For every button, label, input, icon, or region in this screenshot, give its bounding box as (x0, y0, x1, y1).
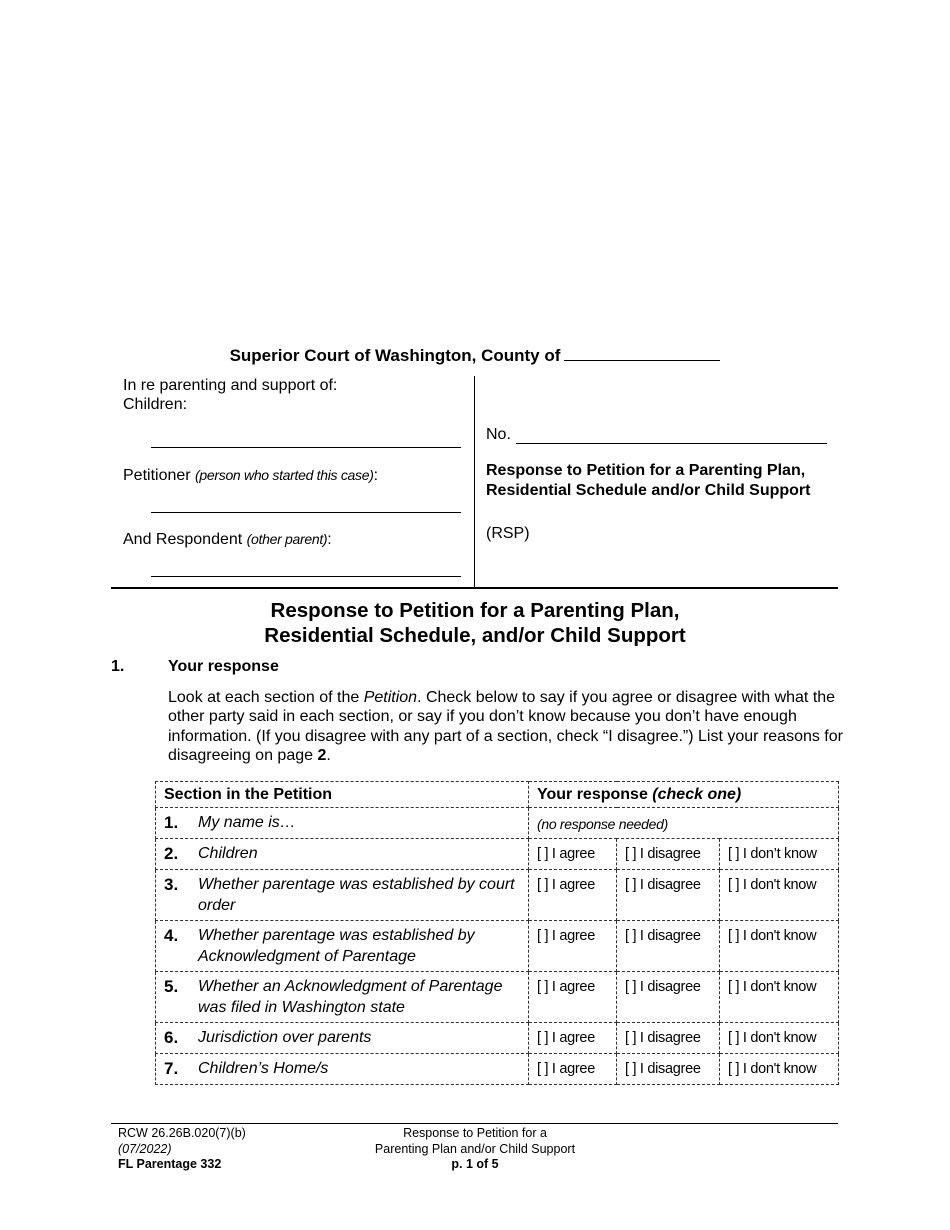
footer-page-number: p. 1 of 5 (451, 1157, 499, 1171)
case-number-label: No. (486, 426, 511, 443)
dont-know-checkbox[interactable]: [ ] I don’t know (720, 839, 839, 870)
caption-doc-code: (RSP) (486, 525, 530, 542)
section-cell (156, 808, 529, 839)
row-section-text: Whether parentage was established by court order (198, 876, 515, 914)
table-row (156, 1023, 839, 1054)
section-cell (156, 1023, 529, 1054)
row-number: 6. (164, 1028, 179, 1047)
col-header-response-note: (check one) (652, 786, 742, 803)
row-number: 4. (164, 926, 179, 945)
table-header-row (156, 782, 839, 808)
court-title-text: Superior Court of Washington, County of (229, 346, 561, 365)
row-section-text: Children (198, 845, 258, 862)
section-cell (156, 839, 529, 870)
dont-know-checkbox[interactable]: [ ] I don't know (720, 972, 839, 1023)
section-number: 1. (111, 658, 125, 675)
disagree-checkbox[interactable]: [ ] I disagree (617, 921, 720, 972)
caption-parties (123, 376, 463, 549)
row-number: 7. (164, 1059, 179, 1078)
response-table (155, 781, 839, 1085)
case-number-field[interactable] (516, 443, 827, 444)
table-row (156, 1054, 839, 1085)
petitioner-label-row: Petitioner (person who started this case): (123, 467, 379, 484)
caption-divider (474, 376, 475, 587)
children-name-field[interactable] (151, 447, 461, 448)
col-header-section: Section in the Petition (156, 782, 529, 808)
table-row (156, 972, 839, 1023)
disagree-checkbox[interactable]: [ ] I disagree (617, 972, 720, 1023)
agree-checkbox[interactable]: [ ] I agree (529, 921, 617, 972)
instructions-page-ref: 2 (317, 747, 327, 765)
instructions-petition-word: Petition (363, 689, 418, 706)
county-blank-field[interactable] (564, 344, 720, 361)
dont-know-checkbox[interactable]: [ ] I don't know (720, 921, 839, 972)
caption-bottom-rule (111, 587, 838, 589)
document-title (0, 598, 950, 648)
table-row (156, 921, 839, 972)
footer-left (118, 1126, 246, 1173)
row-section-text: Whether an Acknowledgment of Parentage was filed in Washington state (198, 978, 503, 1016)
table-row (156, 870, 839, 921)
court-title (0, 344, 950, 366)
disagree-checkbox[interactable]: [ ] I disagree (617, 839, 720, 870)
footer-rcw: RCW 26.26B.020(7)(b) (118, 1126, 246, 1140)
disagree-checkbox[interactable]: [ ] I disagree (617, 1023, 720, 1054)
children-label: Children: (123, 396, 188, 413)
agree-checkbox[interactable]: [ ] I agree (529, 870, 617, 921)
section-cell (156, 870, 529, 921)
footer-rule (111, 1123, 838, 1124)
dont-know-checkbox[interactable]: [ ] I don't know (720, 870, 839, 921)
row-number: 3. (164, 875, 179, 894)
section-cell (156, 972, 529, 1023)
row-number: 5. (164, 977, 179, 996)
section-instructions (168, 688, 848, 766)
table-row (156, 839, 839, 870)
dont-know-checkbox[interactable]: [ ] I don't know (720, 1054, 839, 1085)
col-header-response (529, 782, 839, 808)
col-header-response-text: Your response (537, 786, 653, 803)
footer-title-line2: Parenting Plan and/or Child Support (374, 1141, 576, 1156)
no-response-cell: (no response needed) (529, 808, 839, 839)
instructions-end: . (326, 747, 331, 765)
table-row (156, 808, 839, 839)
agree-checkbox[interactable]: [ ] I agree (529, 972, 617, 1023)
respondent-label: And Respondent (123, 531, 243, 548)
dont-know-checkbox[interactable]: [ ] I don't know (720, 1023, 839, 1054)
footer-form-id: FL Parentage 332 (118, 1157, 222, 1171)
footer-date: (07/2022) (118, 1141, 172, 1156)
document-title-line1: Response to Petition for a Parenting Plan, (270, 599, 680, 622)
row-section-text: Children’s Home/s (198, 1060, 329, 1077)
row-section-text: My name is… (198, 814, 296, 831)
row-section-text: Whether parentage was established by Acknowledgment of Parentage (198, 927, 475, 965)
respondent-name-field[interactable] (151, 576, 461, 577)
section-cell (156, 921, 529, 972)
row-number: 1. (164, 813, 179, 832)
footer-title-line1: Response to Petition for a (403, 1126, 547, 1140)
in-re-label: In re parenting and support of: (123, 377, 338, 394)
disagree-checkbox[interactable]: [ ] I disagree (617, 1054, 720, 1085)
disagree-checkbox[interactable]: [ ] I disagree (617, 870, 720, 921)
agree-checkbox[interactable]: [ ] I agree (529, 1023, 617, 1054)
footer-center (300, 1126, 650, 1173)
section-heading: Your response (168, 658, 279, 675)
petitioner-note: (person who started this case) (195, 467, 374, 483)
respondent-note: (other parent) (246, 531, 328, 547)
document-title-line2: Residential Schedule, and/or Child Support (264, 624, 686, 647)
row-number: 2. (164, 844, 179, 863)
agree-checkbox[interactable]: [ ] I agree (529, 1054, 617, 1085)
row-section-text: Jurisdiction over parents (198, 1029, 372, 1046)
caption-doc-title: Response to Petition for a Parenting Plan, Residential Schedule and/or Child Support (486, 462, 811, 499)
petitioner-name-field[interactable] (151, 512, 461, 513)
agree-checkbox[interactable]: [ ] I agree (529, 839, 617, 870)
petitioner-label: Petitioner (123, 467, 191, 484)
instructions-part-a: Look at each section of the (168, 689, 364, 706)
respondent-label-row: And Respondent (other parent): (123, 531, 332, 548)
instructions-part-b: . Check below to say if you agree or disagree with what the other party said in each section, or say if you don’t know because you don’t have enough information. (If you disagree with any part of a section, check “I disagree.”) List your reasons for disagreeing on page (168, 689, 843, 765)
section-cell (156, 1054, 529, 1085)
